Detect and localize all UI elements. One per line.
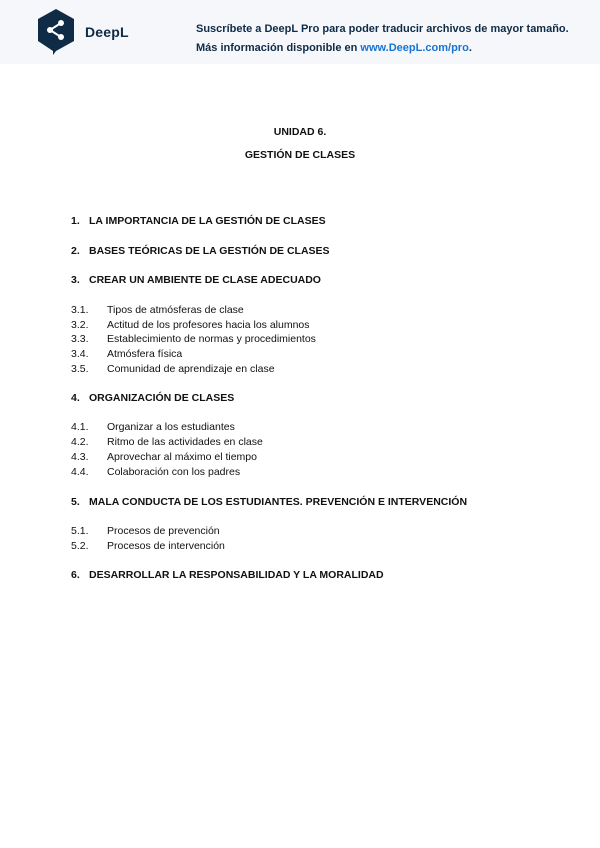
section-3: [71, 274, 321, 286]
section-1: [71, 215, 326, 227]
subsection-text: Aprovechar al máximo el tiempo: [107, 451, 257, 463]
subsection-item: [71, 436, 263, 448]
subsection-text: Actitud de los profesores hacia los alumnos: [107, 319, 310, 331]
subsection-number: 3.2.: [71, 319, 89, 331]
subsection-number: 4.2.: [71, 436, 89, 448]
subsection-number: 5.1.: [71, 525, 89, 537]
section-title: ORGANIZACIÓN DE CLASES: [89, 392, 235, 404]
section-title: MALA CONDUCTA DE LOS ESTUDIANTES. PREVENCIÓN E INTERVENCIÓN: [89, 496, 468, 508]
document-subtitle: GESTIÓN DE CLASES: [244, 149, 356, 161]
section-number: 4.: [71, 392, 80, 404]
section-number: 3.: [71, 274, 80, 286]
subsection-item: [71, 466, 240, 478]
promo-line-2-suffix: .: [468, 42, 472, 54]
section-title: DESARROLLAR LA RESPONSABILIDAD Y LA MORALIDAD: [89, 569, 384, 581]
subsection-number: 5.2.: [71, 540, 89, 552]
subsection-text: Comunidad de aprendizaje en clase: [107, 363, 275, 375]
subsection-text: Atmósfera física: [107, 348, 183, 360]
promo-line-2: [196, 39, 596, 58]
subsection-text: Procesos de intervención: [107, 540, 225, 552]
subsection-text: Tipos de atmósferas de clase: [107, 304, 244, 316]
unit-title: UNIDAD 6.: [273, 126, 327, 138]
subsection-text: Ritmo de las actividades en clase: [107, 436, 263, 448]
subsection-item: [71, 304, 244, 316]
section-2: [71, 245, 330, 257]
subsection-number: 3.5.: [71, 363, 89, 375]
deepl-banner: [0, 0, 600, 64]
subsection-number: 4.3.: [71, 451, 89, 463]
subsection-text: Colaboración con los padres: [107, 466, 241, 478]
subsection-item: [71, 451, 257, 463]
subsection-number: 4.1.: [71, 421, 89, 433]
subsection-number: 3.3.: [71, 333, 89, 345]
subsection-number: 4.4.: [71, 466, 89, 478]
subsection-item: [71, 363, 275, 375]
brand-name: DeepL: [85, 24, 129, 40]
subsection-text: Organizar a los estudiantes: [107, 421, 235, 433]
section-title: LA IMPORTANCIA DE LA GESTIÓN DE CLASES: [89, 215, 326, 227]
section-title: BASES TEÓRICAS DE LA GESTIÓN DE CLASES: [89, 245, 330, 257]
section-number: 2.: [71, 245, 80, 257]
section-4: [71, 392, 234, 404]
subsection-item: [71, 525, 220, 537]
section-5: [71, 496, 467, 508]
deepl-pro-link[interactable]: www.DeepL.com/pro: [360, 42, 469, 54]
subsection-number: 3.1.: [71, 304, 89, 316]
section-number: 5.: [71, 496, 80, 508]
subsection-text: Establecimiento de normas y procedimientos: [107, 333, 316, 345]
deepl-logo[interactable]: [36, 8, 129, 56]
section-number: 1.: [71, 215, 80, 227]
section-number: 6.: [71, 569, 80, 581]
subsection-item: [71, 319, 310, 331]
promo-line-2-prefix: Más información disponible en: [196, 42, 361, 54]
promo-line-1: Suscríbete a DeepL Pro para poder traducir archivos de mayor tamaño.: [196, 23, 569, 35]
promo-text: [196, 20, 596, 58]
subsection-item: [71, 348, 182, 360]
deepl-logo-icon: [36, 8, 76, 56]
subsection-item: [71, 421, 235, 433]
subsection-item: [71, 540, 225, 552]
section-6: [71, 569, 384, 581]
subsection-text: Procesos de prevención: [107, 525, 220, 537]
subsection-number: 3.4.: [71, 348, 89, 360]
subsection-item: [71, 333, 316, 345]
section-title: CREAR UN AMBIENTE DE CLASE ADECUADO: [89, 274, 321, 286]
